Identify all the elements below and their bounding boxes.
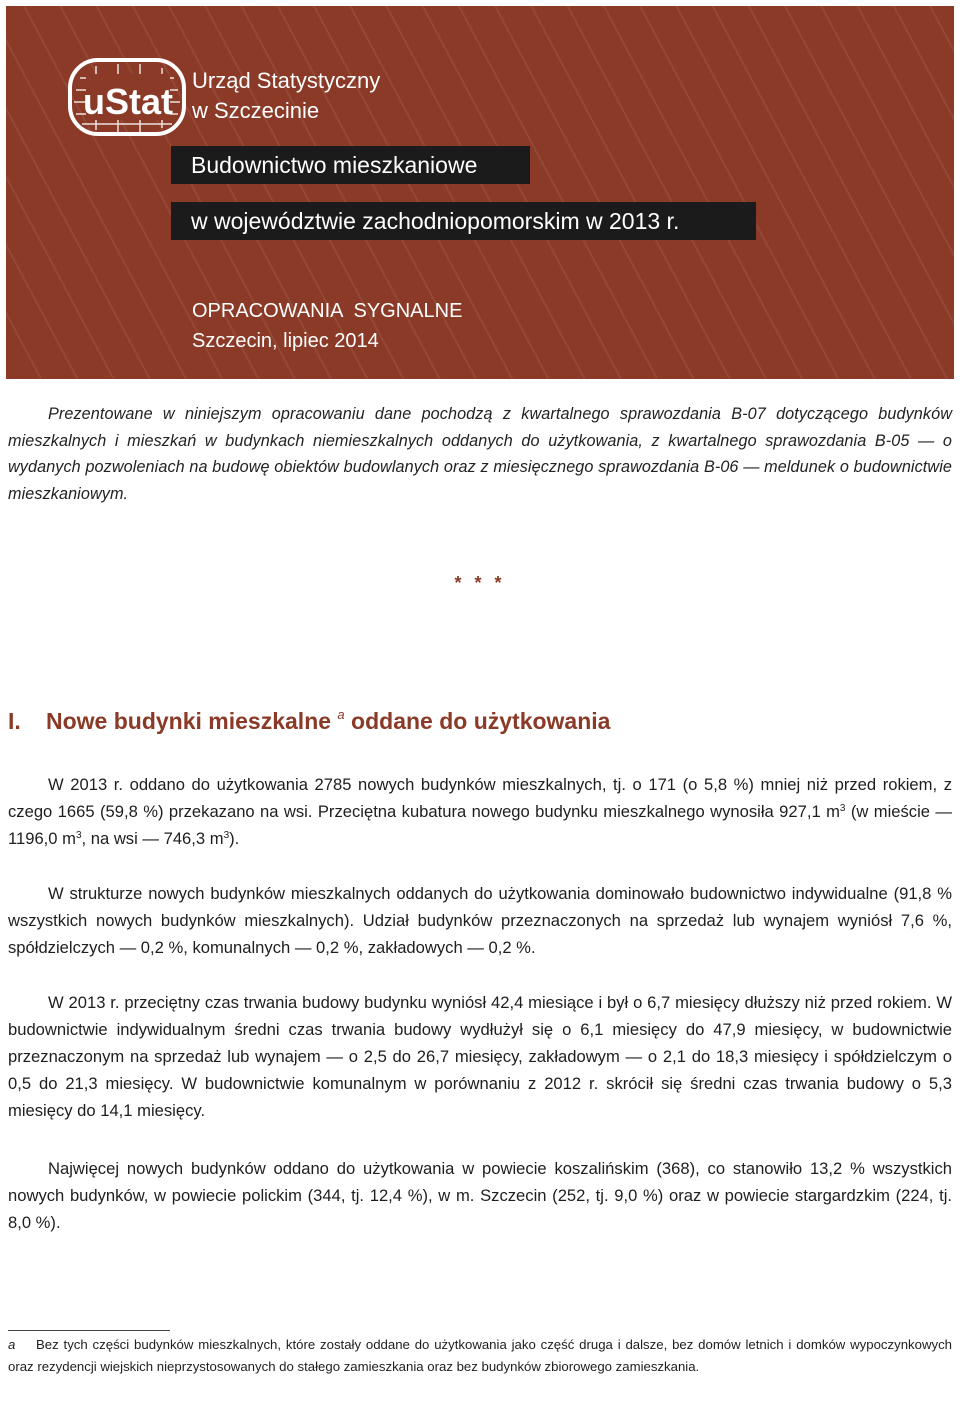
footnote-rule bbox=[8, 1330, 170, 1331]
p1-superscript-2: 3 bbox=[75, 830, 82, 841]
series-info bbox=[192, 296, 462, 356]
separator: * * * bbox=[454, 573, 506, 593]
p1-superscript-1: 3 bbox=[839, 803, 846, 814]
cover-banner bbox=[6, 6, 954, 379]
title-line-2: w województwie zachodniopomorskim w 2013 r. bbox=[171, 202, 756, 240]
p1-superscript-3: 3 bbox=[223, 830, 230, 841]
footnote-text: Bez tych części budynków mieszkalnych, które zostały oddane do użytkowania jako część druga i dalsze, bez domów letnich i domków wypoczynkowych oraz rezydencji wiejskich nieprzystosowanych do stałego zamieszkania oraz bez budynków zbiorowego zamieszkania. bbox=[8, 1337, 952, 1374]
footnote-ref[interactable]: a bbox=[337, 707, 345, 722]
p1-text-end: ). bbox=[229, 829, 240, 848]
footnote-mark: a bbox=[8, 1337, 16, 1352]
section-title-part2: oddane do użytkowania bbox=[344, 708, 611, 734]
p1-text-mid-2: , na wsi — 746,3 m bbox=[81, 829, 224, 848]
p1-text-mid-1: (w mieście — 1196,0 m bbox=[8, 802, 952, 848]
footnote bbox=[8, 1334, 952, 1378]
office-name bbox=[192, 66, 380, 126]
office-line-2: w Szczecinie bbox=[192, 98, 320, 123]
ustat-logo bbox=[66, 56, 188, 138]
series-name: OPRACOWANIA SYGNALNE bbox=[192, 300, 463, 322]
place-date: Szczecin, lipiec 2014 bbox=[192, 330, 379, 352]
office-line-1: Urząd Statystyczny bbox=[192, 68, 381, 93]
section-number: I. bbox=[8, 708, 21, 734]
logo-text: uStat bbox=[83, 81, 173, 122]
paragraph-2: W strukturze nowych budynków mieszkalnych oddanych do użytkowania dominowało budownictwo indywidualne (91,8 % wszystkich nowych budynków mieszkalnych). Udział budynków przeznaczonych na sprzedaż lub wynajem wyniósł 7,6 %, spółdzielczych — 0,2 %, komunalnych — 0,2 %, zakładowych — 0,2 %. bbox=[8, 884, 952, 957]
paragraph-4: Najwięcej nowych budynków oddano do użytkowania w powiecie koszalińskim (368), co stanowiło 13,2 % wszystkich nowych budynków, w powiecie polickim (344, tj. 12,4 %), w m. Szczecin (252, tj. 9,0 %) oraz w powiecie stargardzkim (224, tj. 8,0 %). bbox=[8, 1159, 952, 1232]
paragraph-3: W 2013 r. przeciętny czas trwania budowy budynku wyniósł 42,4 miesiące i był o 6,7 miesięcy dłuższy niż przed rokiem. W budownictwie indywidualnym średni czas trwania budowy wydłużył się o 6,1 miesięcy do 47,9 miesięcy, w budownictwie przeznaczonym na sprzedaż lub wynajem — o 2,5 do 26,7 miesięcy, zakładowym — o 2,1 do 18,3 miesięcy i spółdzielczym o 0,5 do 21,3 miesięcy. W budownictwie komunalnym w porównaniu z 2012 r. skrócił się średni czas trwania budowy o 5,3 miesięcy do 14,1 miesięcy. bbox=[8, 993, 952, 1120]
section-heading bbox=[8, 707, 610, 735]
intro-paragraph: Prezentowane w niniejszym opracowaniu dane pochodzą z kwartalnego sprawozdania B-07 dotyczącego budynków mieszkalnych i mieszkań w budynkach niemieszkalnych oddanych do użytkowania, z kwartalnego sprawozdania B-05 — o wydanych pozwoleniach na budowę obiektów budowlanych oraz z miesięcznego sprawozdania B-06 — meldunek o budownictwie mieszkaniowym. bbox=[8, 405, 952, 503]
title-line-1: Budownictwo mieszkaniowe bbox=[171, 146, 530, 184]
paragraph-1 bbox=[8, 771, 952, 852]
p1-text-before: W 2013 r. oddano do użytkowania 2785 nowych budynków mieszkalnych, tj. o 171 (o 5,8 %) mniej niż przed rokiem, z czego 1665 (59,8 %) przekazano na wsi. Przeciętna kubatura nowego budynku mieszkalnego wynosiła 927,1 m bbox=[8, 775, 952, 821]
section-title-part1: Nowe budynki mieszkalne bbox=[46, 708, 338, 734]
